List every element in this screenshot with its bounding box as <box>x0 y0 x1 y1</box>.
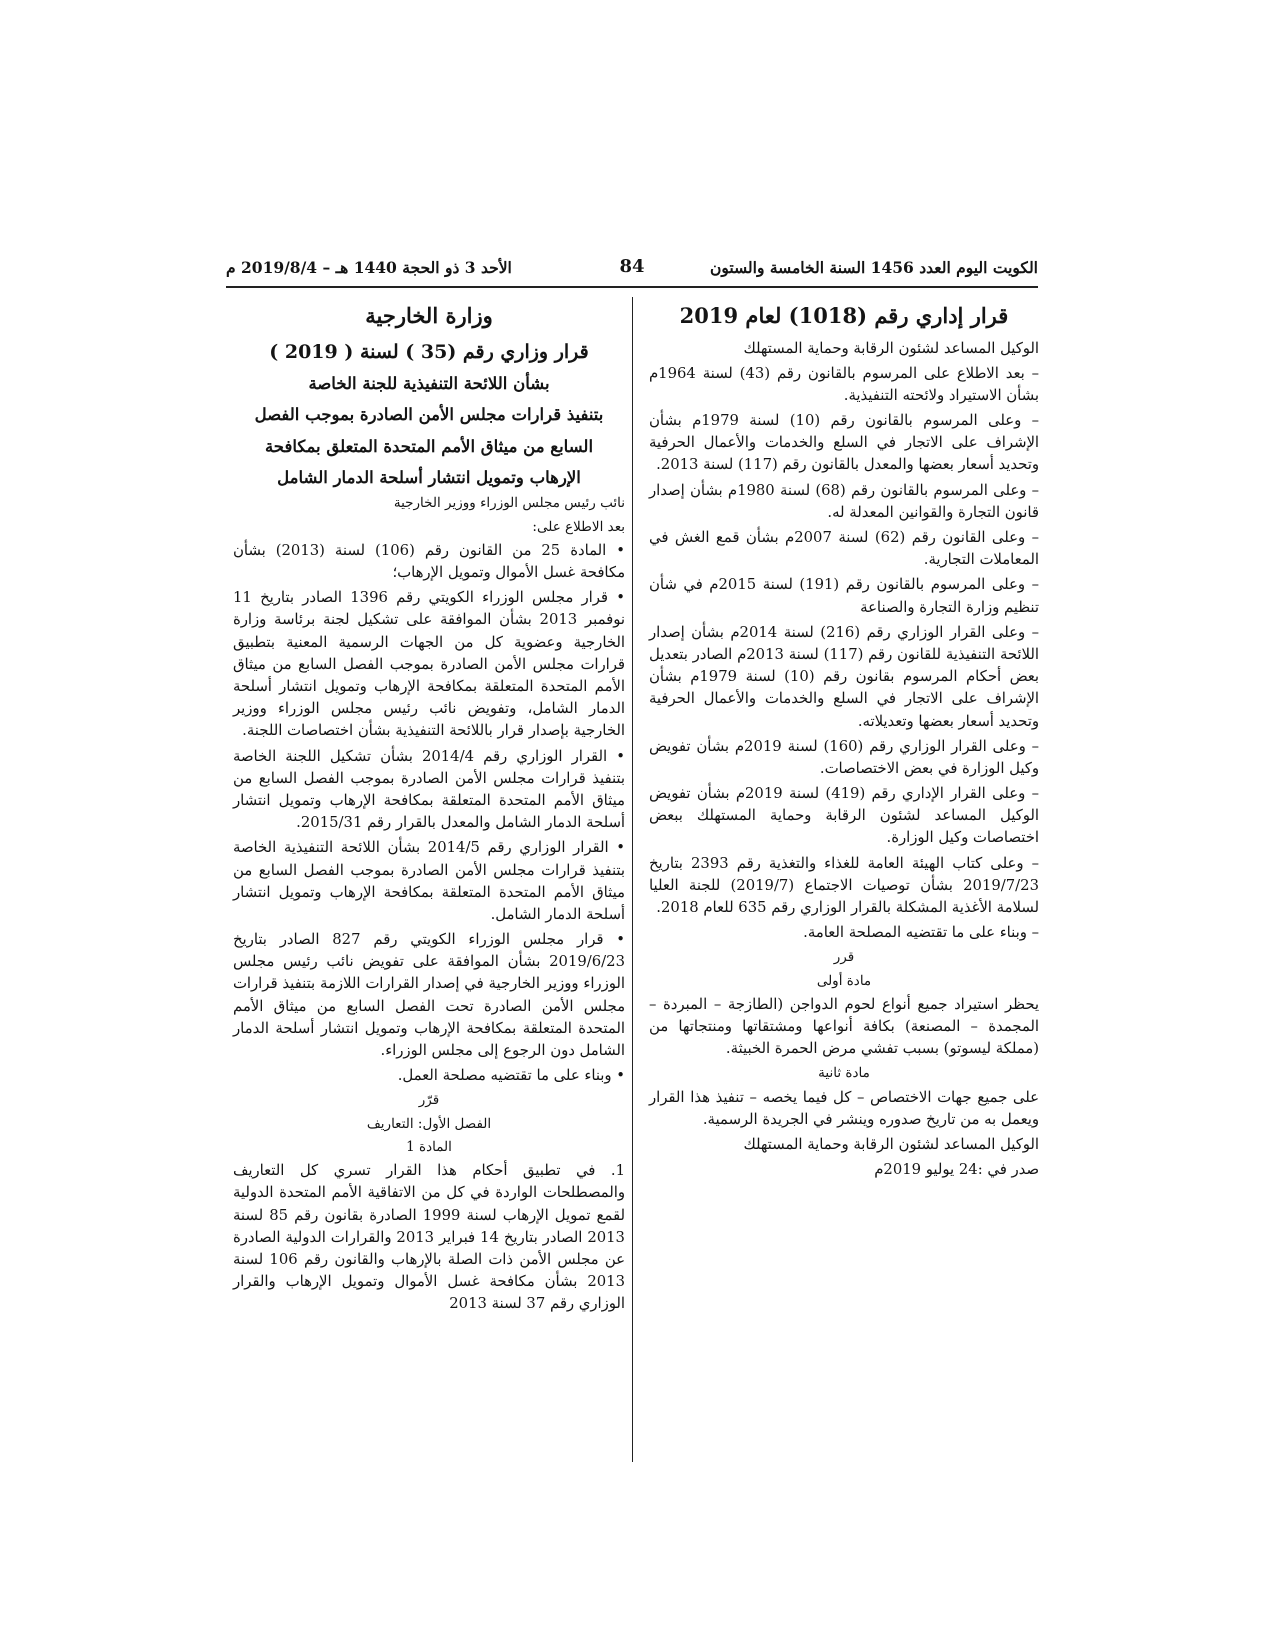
page-number: 84 <box>619 256 645 277</box>
clause: – بعد الاطلاع على المرسوم بالقانون رقم (43) لسنة 1964م بشأن الاستيراد ولائحته التنفيذية. <box>649 364 1039 404</box>
clause: – وعلى المرسوم بالقانون رقم (68) لسنة 1980م بشأن إصدار قانون التجارة والقوانين المعدلة له. <box>649 481 1039 521</box>
decided-heading: قرر <box>833 949 855 966</box>
left-column <box>233 300 625 1318</box>
clause: – وعلى كتاب الهيئة العامة للغذاء والتغذية رقم 2393 بتاريخ 2019/7/23 بشأن توصيات الاجتماع (2019/7) للجنة العليا لسلامة الأغذية المشكلة بالقرار الوزاري رقم 635 للعام 2018. <box>649 854 1039 916</box>
column-divider <box>632 297 633 1462</box>
article-1-heading: مادة أولى <box>816 972 872 989</box>
header-issue-info: الكويت اليوم العدد 1456 السنة الخامسة والستون <box>710 258 1038 277</box>
right-column <box>649 300 1039 1184</box>
bullet-item: • قرار مجلس الوزراء الكويتي رقم 1396 الصادر بتاريخ 11 نوفمبر 2013 بشأن الموافقة على تشكيل لجنة برئاسة وزارة الخارجية وعضوية كل من الجهات الرسمية المعنية بتطبيق قرارات مجلس الأمن الصادرة بموجب الفصل السابع من ميثاق الأمم المتحدة المتعلقة بمكافحة الإرهاب وتمويل انتشار أسلحة الدمار الشامل، وتفويض نائب رئيس مجلس الوزراء ووزير الخارجية بإصدار قرار باللائحة التنفيذية بشأن اختصاصات اللجنة. <box>233 589 625 740</box>
clause: – وبناء على ما تقتضيه المصلحة العامة. <box>803 924 1039 942</box>
bullet-item: • المادة 25 من القانون رقم (106) لسنة (2013) بشأن مكافحة غسل الأموال وتمويل الإرهاب؛ <box>233 541 626 582</box>
clause: – وعلى القانون رقم (62) لسنة 2007م بشأن قمع الغش في المعاملات التجارية. <box>649 529 1039 569</box>
signature: الوكيل المساعد لشئون الرقابة وحماية المستهلك <box>743 1136 1039 1154</box>
header-date: الأحد 3 ذو الحجة 1440 هـ – 2019/8/4 م <box>226 258 512 277</box>
after-review: بعد الاطلاع على: <box>532 518 625 535</box>
running-header <box>226 256 1038 286</box>
bullet-item: • قرار مجلس الوزراء الكويتي رقم 827 الصادر بتاريخ 2019/6/23 بشأن الموافقة على تفويض نائب رئيس مجلس الوزراء ووزير الخارجية في إصدار القرارات اللازمة بتنفيذ قرارات مجلس الأمن الصادرة تحت الفصل السابع من ميثاق الأمم المتحدة المتعلقة بمكافحة الإرهاب وتمويل انتشار أسلحة الدمار الشامل دون الرجوع إلى مجلس الوزراء. <box>233 931 625 1059</box>
decision-title: قرار إداري رقم (1018) لعام 2019 <box>679 303 1009 328</box>
decided-heading: قرّر <box>418 1092 440 1109</box>
subject-line: السابع من ميثاق الأمم المتحدة المتعلق بمكافحة <box>264 436 594 456</box>
ministry-title: وزارة الخارجية <box>365 303 493 328</box>
subject-line: بشأن اللائحة التنفيذية للجنة الخاصة <box>308 374 550 393</box>
header-divider <box>226 286 1038 288</box>
subject-line: الإرهاب وتمويل انتشار أسلحة الدمار الشامل <box>277 468 581 488</box>
article-2-text: على جميع جهات الاختصاص – كل فيما يخصه – تنفيذ هذا القرار ويعمل به من تاريخ صدوره وينشر في الجريدة الرسمية. <box>649 1088 1039 1128</box>
article-text: 1. في تطبيق أحكام هذا القرار تسري كل التعاريف والمصطلحات الواردة في كل من الاتفاقية الأمم المتحدة الدولية لقمع تمويل الإرهاب لسنة 1999 الصادرة بقانون رقم 85 لسنة 2013 الصادر بتاريخ 14 فبراير 2013 والقرارات الدولية الصادرة عن مجلس الأمن ذات الصلة بالإرهاب والقانون رقم 106 لسنة 2013 بشأن مكافحة غسل الأموال وتمويل الإرهاب والقرار الوزاري رقم 37 لسنة 2013 <box>233 1162 625 1313</box>
bullet-item: • القرار الوزاري رقم 2014/5 بشأن اللائحة التنفيذية الخاصة بتنفيذ قرارات مجلس الأمن الصادرة بموجب الفصل السابع من ميثاق الأمم المتحدة المتعلقة بمكافحة الإرهاب وتمويل انتشار أسلحة الدمار الشامل. <box>233 839 625 923</box>
subject-line: بتنفيذ قرارات مجلس الأمن الصادرة بموجب الفصل <box>254 405 604 425</box>
clause: – وعلى المرسوم بالقانون رقم (10) لسنة 1979م بشأن الإشراف على الاتجار في السلع والخدمات والأعمال الحرفية وتحديد أسعار بعضها والمعدل بالقانون رقم (117) لسنة 2013. <box>649 412 1040 474</box>
clause: – وعلى المرسوم بالقانون رقم (191) لسنة 2015م في شأن تنظيم وزارة التجارة والصناعة <box>649 576 1039 616</box>
decision-title: قرار وزاري رقم (35 ) لسنة ( 2019 ) <box>269 340 589 363</box>
clause: – وعلى القرار الوزاري رقم (160) لسنة 2019م بشأن تفويض وكيل الوزارة في بعض الاختصاصات. <box>649 737 1039 777</box>
issue-date: صدر في :24 يوليو 2019م <box>874 1161 1039 1179</box>
chapter-heading: الفصل الأول: التعاريف <box>366 1115 492 1132</box>
bullet-item: • القرار الوزاري رقم 2014/4 بشأن تشكيل اللجنة الخاصة بتنفيذ قرارات مجلس الأمن الصادرة بموجب الفصل السابع من ميثاق الأمم المتحدة المتعلقة بمكافحة الإرهاب وتمويل انتشار أسلحة الدمار الشامل والمعدل بالقرار رقم 2015/31. <box>233 747 625 832</box>
article-1-text: يحظر استيراد جميع أنواع لحوم الدواجن (الطازجة – المبردة – المجمدة – المصنعة) بكافة أنواعها ومشتقاتها ومنتجاتها من (مملكة ليسوتو) بسبب تفشي مرض الحمرة الخبيثة. <box>649 995 1039 1058</box>
bullet-item: • وبناء على ما تقتضيه مصلحة العمل. <box>397 1067 625 1085</box>
article-2-heading: مادة ثانية <box>818 1065 870 1082</box>
clause: – وعلى القرار الإداري رقم (419) لسنة 2019م بشأن تفويض الوكيل المساعد لشئون الرقابة وحماية المستهلك ببعض اختصاصات وكيل الوزارة. <box>649 785 1039 847</box>
clause: – وعلى القرار الوزاري رقم (216) لسنة 2014م بشأن إصدار اللائحة التنفيذية للقانون رقم (117) لسنة 2013م الصادر بتعديل بعض أحكام المرسوم بقانون رقم (10) لسنة 1979م بشأن الإشراف على الاتجار في السلع والخدمات والأعمال الحرفية وتحديد أسعار بعضها وتعديلاته. <box>649 623 1039 730</box>
decision-issuer: نائب رئيس مجلس الوزراء ووزير الخارجية <box>393 495 625 512</box>
decision-issuer: الوكيل المساعد لشئون الرقابة وحماية المستهلك <box>743 339 1039 357</box>
article-heading: المادة 1 <box>406 1138 452 1155</box>
